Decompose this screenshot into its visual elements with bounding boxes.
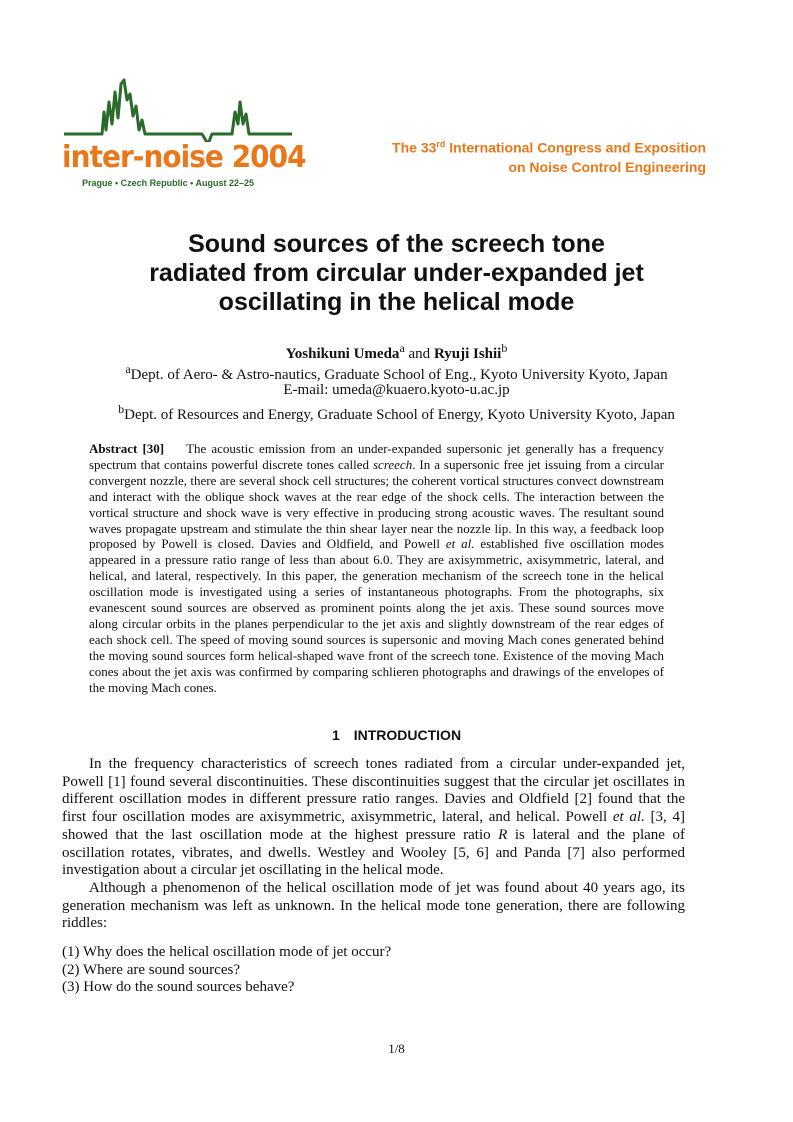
- affiliation-b: $^b$Dept. of Resources and Energy, Graduate School of Energy, Kyoto University Kyoto, Japan: [118, 402, 675, 423]
- list-item: (1) Why does the helical oscillation mode of jet occur?: [62, 944, 392, 960]
- paragraph: Although a phenomenon of the helical oscillation mode of jet was found about 40 years ago, its generation mechanism was left as unknown. In the helical mode tone generation, there are following riddles:: [62, 879, 685, 932]
- abstract-label: Abstract [30]: [89, 441, 165, 456]
- list-item: (2) Where are sound sources?: [62, 961, 240, 978]
- logo-wordmark: inter-noise 2004: [62, 140, 306, 175]
- author-email: E-mail: umeda@kuaero.kyoto-u.ac.jp: [283, 382, 510, 398]
- affiliation-a: $^a$Dept. of Aero- & Astro-nautics, Graduate School of Eng., Kyoto University Kyoto, Japan: [125, 362, 668, 383]
- authors: Yoshikuni Umeda$^a$ and Ryuji Ishii$^b$: [285, 341, 508, 362]
- paper-title: [60, 230, 733, 317]
- conference-logo: [62, 72, 306, 192]
- title-line: oscillating in the helical mode: [218, 288, 575, 316]
- page-number: 1/8: [388, 1041, 405, 1056]
- author-1: Yoshikuni Umeda: [285, 346, 400, 362]
- section-heading: 1 INTRODUCTION: [331, 727, 462, 743]
- title-line: Sound sources of the screech tone: [188, 230, 605, 258]
- riddle-list: [62, 944, 391, 997]
- logo-subtitle: Prague • Czech Republic • August 22–25: [82, 178, 255, 188]
- skyline-icon: [62, 72, 294, 142]
- title-line: radiated from circular under-expanded jet: [149, 259, 644, 287]
- list-item: (3) How do the sound sources behave?: [62, 979, 295, 996]
- abstract: Abstract [30] The acoustic emission from an under-expanded supersonic jet generally has a frequency spectrum that contains powerful discrete tones called screech. In a supersonic free jet issuing from a circular convergent nozzle, there are several shock cell structures; the coherent vortical structures convect downstream and interact with the oblique shock waves at the rear edge of the shock cells. The interaction between the vortical structure and shock wave is very effective in producing strong acoustic waves. The resultant sound waves propagate upstream and stimulate the thin shear layer near the nozzle lip. In this way, a feedback loop proposed by Powell is closed. Davies and Oldfield, and Powell et al. established five oscillation modes appeared in a pressure ratio range of less than about 6.0. They are axisymmetric, axisymmetric, lateral, and helical, and lateral, respectively. In this paper, the generation mechanism of the screech tone in the helical oscillation mode is investigated using a series of instantaneous photographs. From the photographs, six evanescent sound sources are observed as prominent points along the jet axis. These sound sources move along circular orbits in the planes perpendicular to the jet axis and slightly downstream of the rear edges of each shock cell. The speed of moving sound sources is supersonic and moving Mach cones generated behind the moving sound sources form helical-shaped wave front of the screech tone. Existence of the moving Mach cones about the jet axis was confirmed by comparing schlieren photographs and drawings of the envelopes of the moving Mach cones.: [89, 441, 665, 695]
- author-2: Ryuji Ishii: [433, 346, 502, 362]
- conference-line-2: on Noise Control Engineering: [508, 159, 706, 175]
- paragraph: In the frequency characteristics of screech tones radiated from a circular under-expanded jet, Powell [1] found several discontinuities. These discontinuities suggest that the circular jet oscillates in different oscillation modes in different pressure ratio ranges. Davies and Oldfield [2] found that the first four oscillation modes are axisymmetric, axisymmetric, lateral, and helical. Powell et al. [3, 4] showed that the last oscillation mode at the highest pressure ratio R is lateral and the plane of oscillation rotates, vibrates, and dwells. Westley and Wooley [5, 6] and Panda [7] also performed investigation about a circular jet oscillating in the helical mode.: [62, 756, 685, 879]
- introduction-text: [62, 756, 685, 933]
- conference-line-1: The 33rd International Congress and Exposition: [392, 139, 706, 156]
